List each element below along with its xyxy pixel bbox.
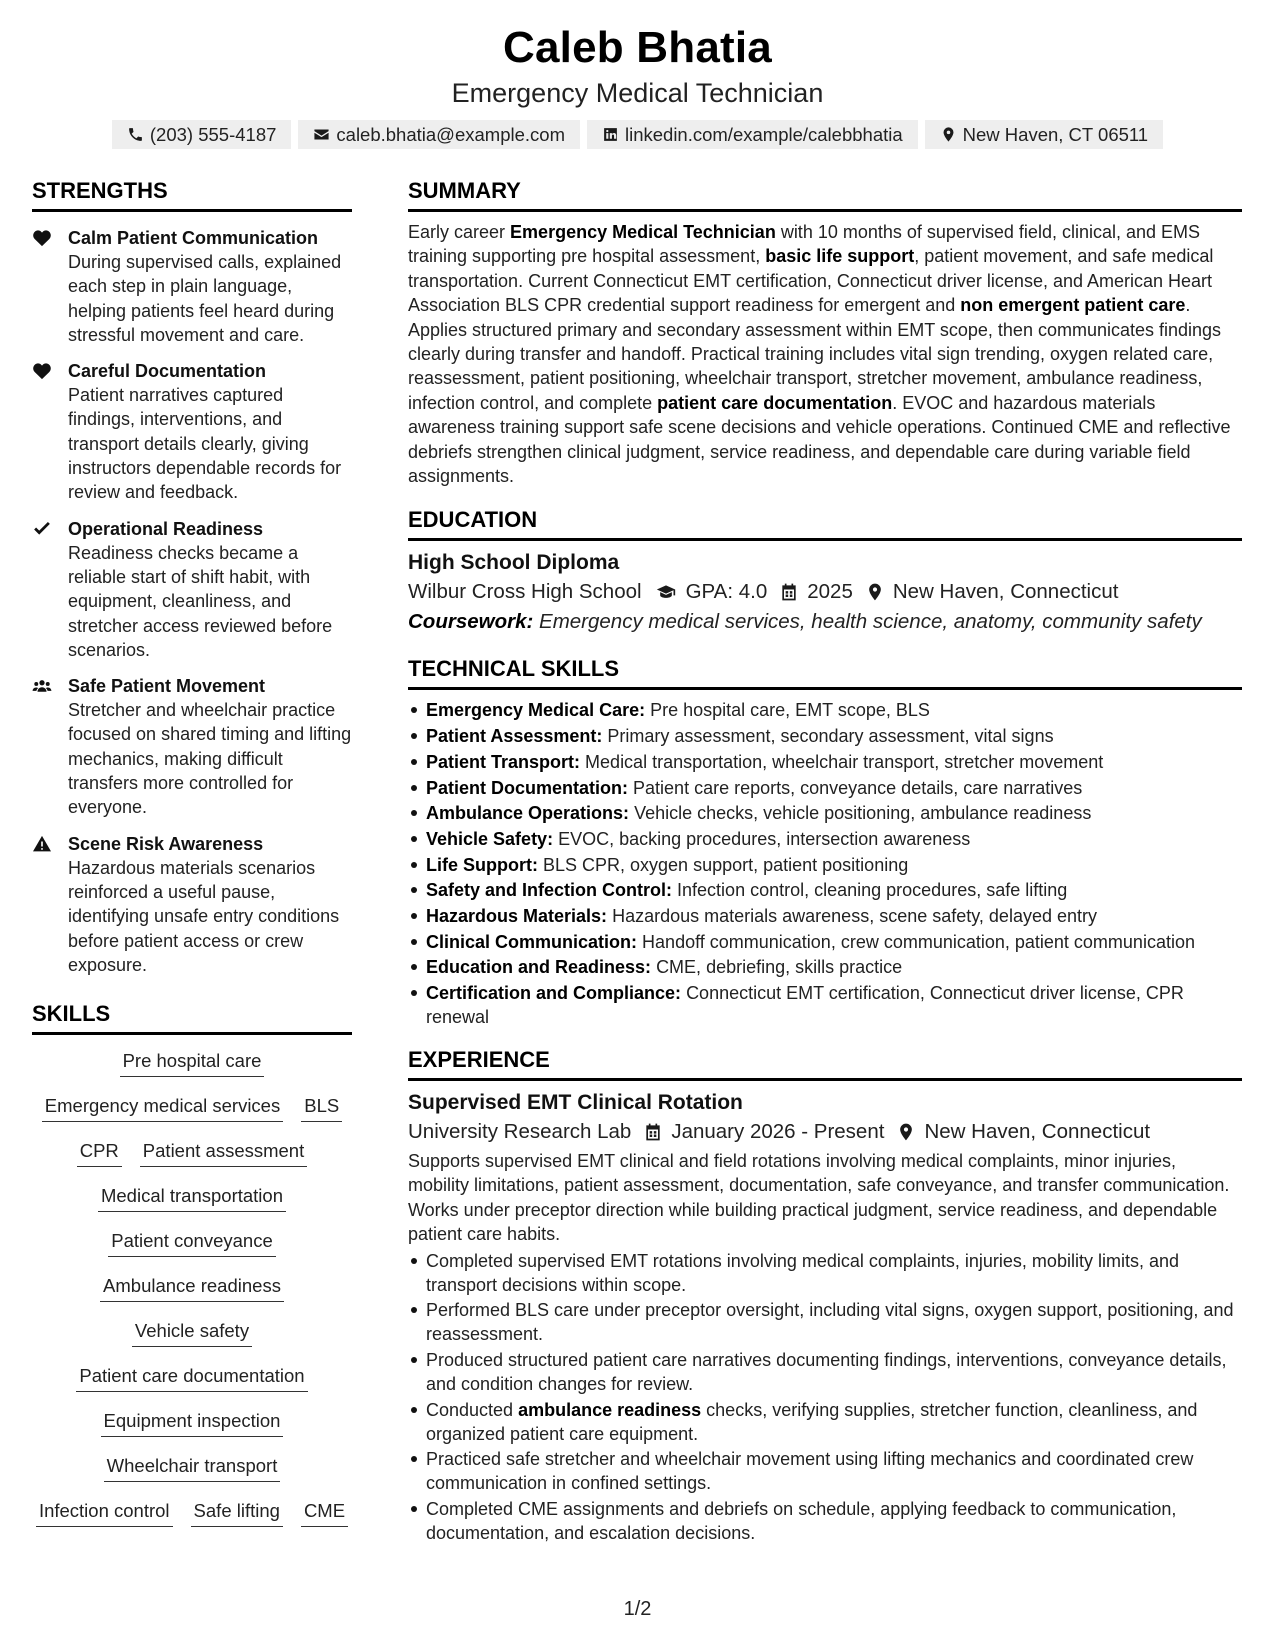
technical-skill-item — [408, 930, 1242, 954]
skill-row — [98, 1184, 286, 1229]
strength-description: Patient narratives captured findings, interventions, and transport details clearly, giving instructors dependable records for review and feedback. — [68, 385, 342, 503]
summary-segment: , patient movement, and safe medical transportation. Current Connecticut EMT certification, Connecticut driver license, and American Heart Association BLS CPR credential support readiness for emergent and — [408, 246, 1214, 316]
technical-skill-text: Infection control, cleaning procedures, safe lifting — [677, 880, 1068, 901]
technical-skill-label: Safety and Infection Control: — [426, 880, 673, 901]
summary-segment: . EVOC and hazardous materials awareness training support safe scene decisions and vehicle operations. Continued CME and reflective debriefs strengthen clinical judgment, service readiness, and dependable care during variable field assignments. — [408, 392, 1231, 487]
resume-header — [0, 22, 1275, 149]
strength-item — [32, 832, 352, 977]
skill-row — [42, 1094, 342, 1139]
summary-heading: SUMMARY — [408, 176, 1242, 212]
skill-tag: Patient conveyance — [108, 1229, 275, 1257]
summary-segment: Early career — [408, 222, 511, 242]
candidate-title: Emergency Medical Technician — [451, 78, 824, 108]
heart-icon — [32, 359, 68, 504]
location-pin-icon — [865, 582, 885, 602]
technical-skill-item — [408, 698, 1242, 722]
experience-bullet — [408, 1497, 1242, 1545]
bullet-text: Produced structured patient care narratives documenting findings, interventions, conveyance details, and condition changes for review. — [426, 1350, 1227, 1395]
skills-tags — [32, 1049, 352, 1544]
skill-row — [36, 1499, 348, 1544]
technical-skill-text: Medical transportation, wheelchair transport, stretcher movement — [585, 751, 1104, 772]
warning-icon — [32, 832, 68, 977]
education-school: Wilbur Cross High School — [408, 580, 642, 604]
strength-description: During supervised calls, explained each step in plain language, helping patients feel heard during stressful movement and care. — [68, 252, 342, 345]
summary-highlight: basic life support — [765, 246, 915, 267]
skill-tag: Emergency medical services — [42, 1094, 283, 1122]
experience-bullets — [408, 1249, 1242, 1545]
skill-tag: Medical transportation — [98, 1184, 286, 1212]
strength-item — [32, 226, 352, 347]
page-number: 1/2 — [623, 1598, 652, 1620]
strength-item — [32, 359, 352, 504]
skill-tag: Pre hospital care — [120, 1049, 265, 1077]
skill-row — [120, 1049, 265, 1094]
experience-bullet — [408, 1348, 1242, 1396]
summary-text — [408, 220, 1242, 488]
job-organization: University Research Lab — [408, 1120, 632, 1144]
envelope-icon — [313, 126, 330, 143]
calendar-icon — [779, 582, 799, 602]
technical-skill-label: Patient Assessment: — [426, 726, 603, 747]
skill-tag: Ambulance readiness — [100, 1274, 284, 1302]
summary-segment: . Applies structured primary and secondary assessment within EMT scope, then communicates findings clearly during transfer and handoff. Practical training includes vital sign trending, oxygen related care, reassessment, patient positioning, wheelchair transport, stretcher movement, ambulance readiness, infection control, and complete — [408, 295, 1222, 413]
contact-location-text: New Haven, CT 06511 — [962, 123, 1149, 145]
summary-highlight: Emergency Medical Technician — [510, 222, 776, 242]
skill-tag: Patient care documentation — [76, 1364, 307, 1392]
experience-bullet — [408, 1447, 1242, 1495]
technical-skill-label: Vehicle Safety: — [426, 828, 554, 849]
experience-heading: EXPERIENCE — [408, 1045, 1242, 1081]
strength-body — [68, 359, 352, 504]
skills-heading: SKILLS — [32, 999, 352, 1035]
strength-title: Scene Risk Awareness — [68, 833, 264, 854]
contact-email[interactable] — [298, 120, 580, 149]
skill-tag: Patient assessment — [140, 1139, 307, 1167]
strength-body — [68, 832, 352, 977]
phone-icon — [127, 126, 144, 143]
technical-skill-label: Patient Transport: — [426, 751, 581, 772]
strength-title: Calm Patient Communication — [68, 228, 319, 248]
contact-phone[interactable] — [112, 120, 292, 149]
technical-skill-text: EVOC, backing procedures, intersection awareness — [558, 828, 971, 849]
technical-skill-item — [408, 750, 1242, 774]
strength-title: Safe Patient Movement — [68, 676, 266, 697]
skill-row — [104, 1454, 281, 1499]
technical-skill-text: Handoff communication, crew communication, patient communication — [642, 931, 1195, 952]
skill-tag: Safe lifting — [191, 1499, 283, 1527]
contact-phone-text: (203) 555-4187 — [149, 123, 277, 145]
technical-skills-list — [408, 698, 1242, 1029]
contact-bar — [0, 120, 1275, 149]
skill-row — [77, 1139, 308, 1184]
technical-skill-label: Clinical Communication: — [426, 931, 638, 952]
strengths-heading: STRENGTHS — [32, 176, 352, 212]
summary-segment: with 10 months of supervised field, clinical, and EMS training supporting pre hospital assessment, — [408, 222, 1201, 267]
contact-linkedin-text: linkedin.com/example/calebbhatia — [624, 123, 903, 145]
bullet-highlight: ambulance readiness — [518, 1399, 702, 1420]
technical-skill-item — [408, 981, 1242, 1029]
technical-skill-label: Emergency Medical Care: — [426, 700, 646, 721]
location-pin-icon — [896, 1122, 916, 1142]
checkmark-icon — [32, 517, 68, 662]
contact-linkedin[interactable] — [587, 120, 918, 149]
job-dates: January 2026 - Present — [671, 1120, 885, 1144]
calendar-icon — [643, 1122, 663, 1142]
strength-body — [68, 674, 352, 819]
bullet-text: Performed BLS care under preceptor oversight, including vital signs, oxygen support, positioning, and reassessment. — [426, 1300, 1234, 1345]
skill-tag: Wheelchair transport — [104, 1454, 281, 1482]
technical-skill-item — [408, 801, 1242, 825]
summary-highlight: non emergent patient care — [960, 295, 1186, 316]
skill-row — [76, 1364, 307, 1409]
skill-tag: CPR — [77, 1139, 122, 1167]
technical-skill-item — [408, 827, 1242, 851]
technical-skill-text: Hazardous materials awareness, scene safety, delayed entry — [612, 905, 1097, 926]
summary-highlight: patient care documentation — [657, 392, 893, 413]
education-coursework — [408, 607, 1242, 637]
strength-description: Readiness checks became a reliable start of shift habit, with equipment, cleanliness, and stretcher access reviewed before scenarios. — [68, 542, 333, 660]
technical-skill-label: Education and Readiness: — [426, 957, 652, 978]
experience-bullet — [408, 1249, 1242, 1297]
technical-skill-item — [408, 853, 1242, 877]
bullet-text: Conducted — [426, 1399, 519, 1420]
technical-skill-item — [408, 724, 1242, 748]
technical-skill-label: Certification and Compliance: — [426, 983, 682, 1004]
technical-skill-item — [408, 955, 1242, 979]
skill-tag: BLS — [301, 1094, 342, 1122]
heart-icon — [32, 226, 68, 347]
technical-skill-item — [408, 878, 1242, 902]
strength-body — [68, 517, 352, 662]
technical-skill-text: Pre hospital care, EMT scope, BLS — [650, 700, 930, 721]
skill-tag: Vehicle safety — [132, 1319, 252, 1347]
skill-tag: CME — [301, 1499, 348, 1527]
technical-skill-text: BLS CPR, oxygen support, patient positioning — [543, 854, 909, 875]
contact-email-text: caleb.bhatia@example.com — [336, 123, 565, 145]
technical-skill-label: Hazardous Materials: — [426, 905, 608, 926]
technical-skill-text: CME, debriefing, skills practice — [656, 957, 903, 978]
skill-row — [101, 1409, 284, 1454]
technical-skill-text: Primary assessment, secondary assessment, vital signs — [607, 726, 1054, 747]
strength-item — [32, 517, 352, 662]
education-location: New Haven, Connecticut — [892, 580, 1119, 604]
bullet-text: checks, verifying supplies, stretcher function, cleanliness, and organized patient care equipment. — [426, 1399, 1198, 1444]
job-title: Supervised EMT Clinical Rotation — [408, 1091, 743, 1115]
right-column — [408, 176, 1242, 1547]
technical-skill-item — [408, 776, 1242, 800]
skill-tag: Infection control — [36, 1499, 173, 1527]
strength-item — [32, 674, 352, 819]
technical-skill-item — [408, 904, 1242, 928]
coursework-label: Coursework: — [408, 610, 534, 634]
bullet-text: Completed CME assignments and debriefs on schedule, applying feedback to communication, documentation, and escalation decisions. — [426, 1499, 1177, 1544]
strength-title: Careful Documentation — [68, 361, 267, 382]
experience-bullet — [408, 1298, 1242, 1346]
strength-description: Hazardous materials scenarios reinforced a useful pause, identifying unsafe entry conditions before patient access or crew exposure. — [68, 857, 340, 975]
education-heading: EDUCATION — [408, 505, 1242, 541]
technical-skill-label: Ambulance Operations: — [426, 803, 630, 824]
experience-bullet — [408, 1398, 1242, 1446]
education-meta — [408, 577, 1242, 607]
strength-description: Stretcher and wheelchair practice focused on shared timing and lifting mechanics, making difficult transfers more controlled for everyone. — [68, 700, 352, 818]
education-gpa: GPA: 4.0 — [685, 580, 768, 604]
job-meta — [408, 1117, 1242, 1147]
bullet-text: Practiced safe stretcher and wheelchair movement using lifting mechanics and coordinated crew communication in confined settings. — [426, 1449, 1194, 1494]
location-pin-icon — [940, 126, 957, 143]
technical-skill-text: Vehicle checks, vehicle positioning, ambulance readiness — [634, 803, 1092, 824]
technical-skill-label: Life Support: — [426, 854, 538, 875]
technical-skills-heading: TECHNICAL SKILLS — [408, 654, 1242, 690]
left-column — [32, 176, 352, 1544]
strength-title: Operational Readiness — [68, 518, 264, 539]
skill-row — [100, 1274, 284, 1319]
skill-tag: Equipment inspection — [101, 1409, 284, 1437]
job-description: Supports supervised EMT clinical and field rotations involving medical complaints, minor injuries, mobility limitations, patient assessment, documentation, safe conveyance, and transfer communication. Works under preceptor direction while building practical judgment, service readiness, and dependable patient care habits. — [408, 1151, 1230, 1245]
job-location: New Haven, Connecticut — [924, 1120, 1151, 1144]
skill-row — [132, 1319, 252, 1364]
linkedin-icon — [602, 126, 619, 143]
education-degree: High School Diploma — [408, 551, 620, 575]
strength-body — [68, 226, 352, 347]
users-icon — [32, 674, 68, 819]
candidate-name: Caleb Bhatia — [503, 23, 772, 72]
coursework-text: Emergency medical services, health science, anatomy, community safety — [539, 610, 1202, 634]
education-year: 2025 — [807, 580, 853, 604]
strengths-list — [32, 226, 352, 977]
technical-skill-label: Patient Documentation: — [426, 777, 629, 798]
technical-skill-text: Patient care reports, conveyance details, care narratives — [633, 777, 1083, 798]
contact-location — [925, 120, 1163, 149]
graduation-cap-icon — [654, 582, 678, 602]
technical-skill-text: Connecticut EMT certification, Connecticut driver license, CPR renewal — [426, 983, 1184, 1028]
skill-row — [108, 1229, 275, 1274]
bullet-text: Completed supervised EMT rotations involving medical complaints, injuries, mobility limits, and transport decisions within scope. — [426, 1250, 1179, 1295]
